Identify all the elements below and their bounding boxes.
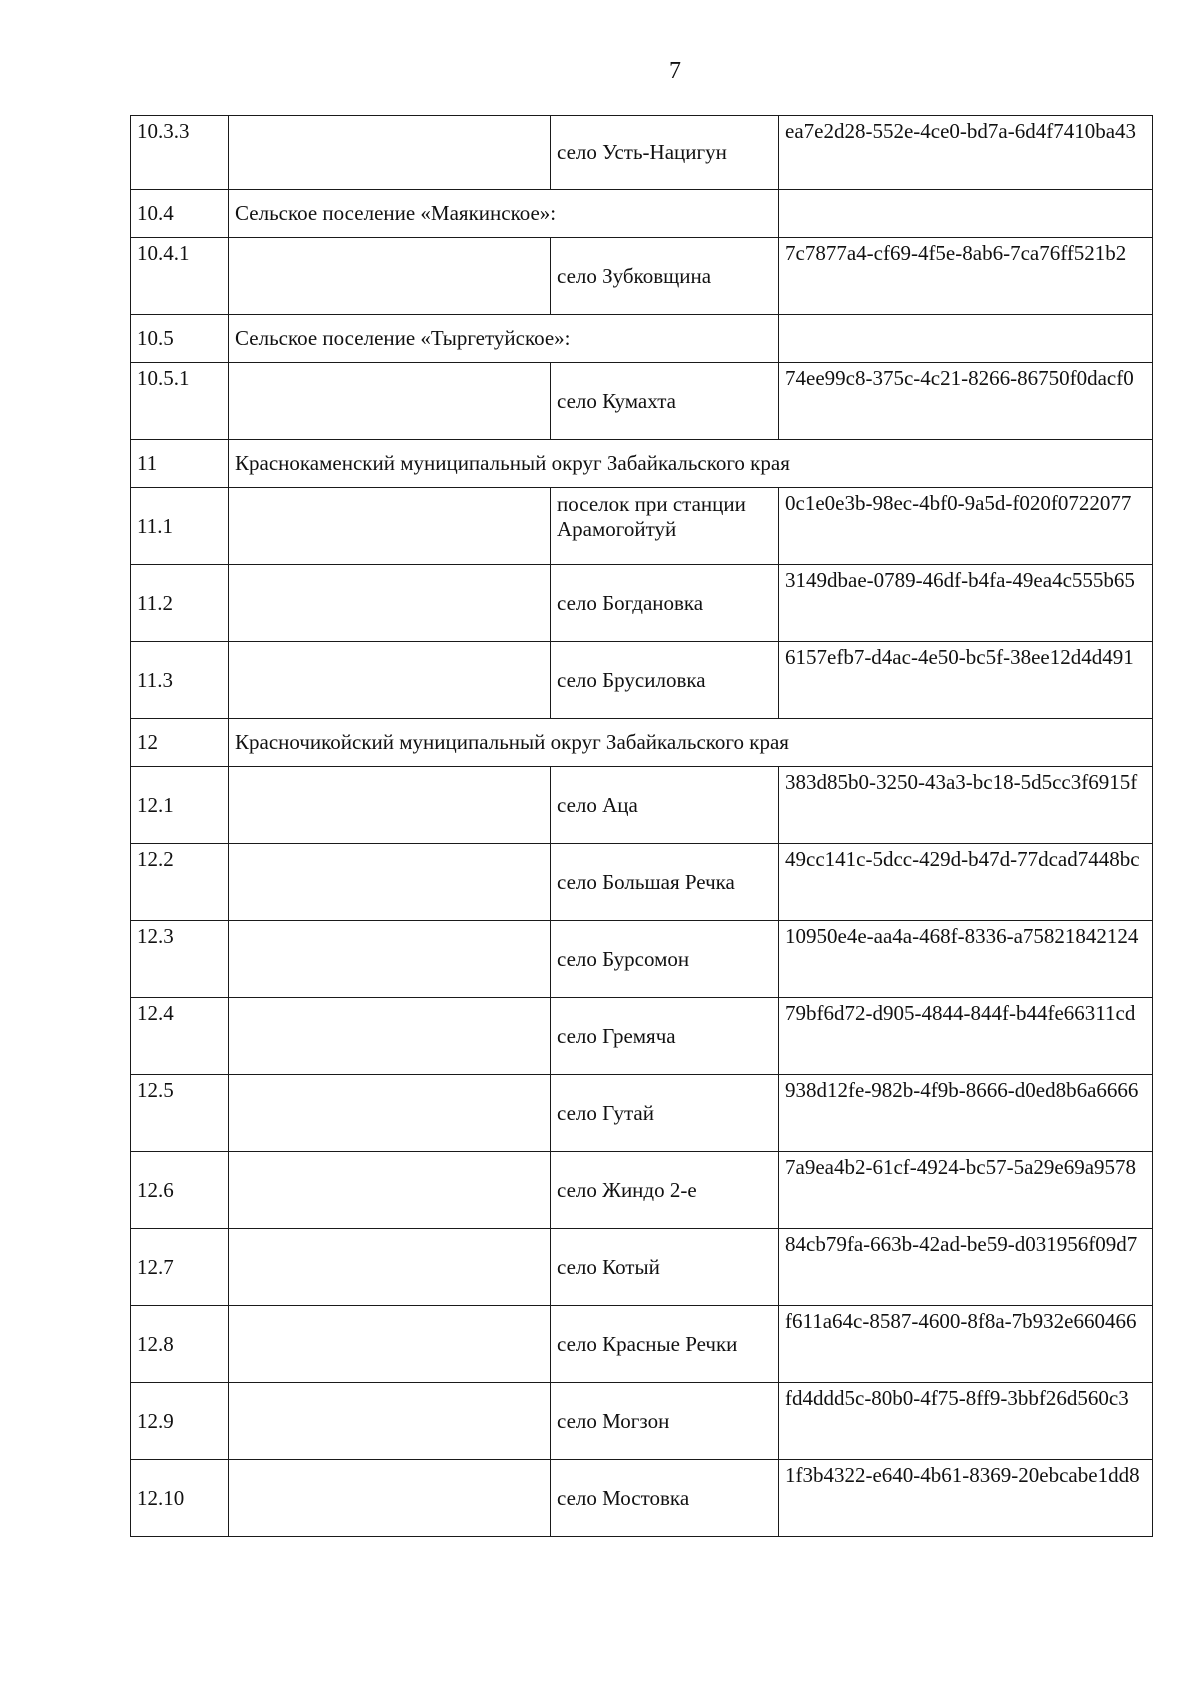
settlement-name: село Зубковщина <box>551 238 779 315</box>
table-row <box>131 719 1153 767</box>
table-row <box>131 1152 1153 1229</box>
settlement-id: fd4ddd5c-80b0-4f75-8ff9-3bbf26d560c3 <box>779 1383 1153 1460</box>
table-row <box>131 363 1153 440</box>
empty-cell <box>229 1460 551 1537</box>
settlement-name: село Аца <box>551 767 779 844</box>
empty-cell <box>229 565 551 642</box>
settlement-id: f611a64c-8587-4600-8f8a-7b932e660466 <box>779 1306 1153 1383</box>
section-title: Сельское поселение «Тыргетуйское»: <box>229 315 779 363</box>
row-number: 10.3.3 <box>131 116 229 190</box>
empty-cell <box>779 315 1153 363</box>
table-row <box>131 116 1153 190</box>
table-row <box>131 767 1153 844</box>
row-number: 11.3 <box>131 642 229 719</box>
row-number: 12.1 <box>131 767 229 844</box>
table-row <box>131 190 1153 238</box>
settlement-name: село Кумахта <box>551 363 779 440</box>
settlement-id: 383d85b0-3250-43a3-bc18-5d5cc3f6915f <box>779 767 1153 844</box>
settlement-name: село Мостовка <box>551 1460 779 1537</box>
row-number: 12.6 <box>131 1152 229 1229</box>
empty-cell <box>229 488 551 565</box>
row-number: 12.10 <box>131 1460 229 1537</box>
empty-cell <box>229 998 551 1075</box>
settlement-name: село Жиндо 2-е <box>551 1152 779 1229</box>
page-number: 7 <box>669 58 681 84</box>
table-row <box>131 921 1153 998</box>
row-number: 12.3 <box>131 921 229 998</box>
settlement-id: 0c1e0e3b-98ec-4bf0-9a5d-f020f0722077 <box>779 488 1153 565</box>
empty-cell <box>229 844 551 921</box>
row-number: 11.1 <box>131 488 229 565</box>
settlement-name: село Усть-Нацигун <box>551 116 779 190</box>
settlement-name: село Котый <box>551 1229 779 1306</box>
empty-cell <box>229 767 551 844</box>
empty-cell <box>229 1152 551 1229</box>
settlement-id: 3149dbae-0789-46df-b4fa-49ea4c555b65 <box>779 565 1153 642</box>
settlements-table <box>130 115 1153 1537</box>
settlement-id: 49cc141c-5dcc-429d-b47d-77dcad7448bc <box>779 844 1153 921</box>
district-title: Краснокаменский муниципальный округ Забайкальского края <box>229 440 1153 488</box>
table-row <box>131 844 1153 921</box>
row-number: 10.5 <box>131 315 229 363</box>
settlement-name: село Бурсомон <box>551 921 779 998</box>
settlement-name: село Богдановка <box>551 565 779 642</box>
empty-cell <box>229 642 551 719</box>
row-number: 11.2 <box>131 565 229 642</box>
empty-cell <box>229 1383 551 1460</box>
row-number: 10.4 <box>131 190 229 238</box>
settlement-name: село Брусиловка <box>551 642 779 719</box>
table-row <box>131 315 1153 363</box>
empty-cell <box>229 1075 551 1152</box>
settlement-id: 6157efb7-d4ac-4e50-bc5f-38ee12d4d491 <box>779 642 1153 719</box>
row-number: 12.8 <box>131 1306 229 1383</box>
row-number: 12.4 <box>131 998 229 1075</box>
row-number: 10.4.1 <box>131 238 229 315</box>
row-number: 12.5 <box>131 1075 229 1152</box>
table-row <box>131 440 1153 488</box>
empty-cell <box>229 116 551 190</box>
empty-cell <box>229 238 551 315</box>
settlement-name: село Могзон <box>551 1383 779 1460</box>
empty-cell <box>229 1306 551 1383</box>
settlement-name: поселок при станции Арамогойтуй <box>551 488 779 565</box>
settlement-id: 7c7877a4-cf69-4f5e-8ab6-7ca76ff521b2 <box>779 238 1153 315</box>
district-title: Красночикойский муниципальный округ Забайкальского края <box>229 719 1153 767</box>
settlement-name: село Гутай <box>551 1075 779 1152</box>
row-number: 11 <box>131 440 229 488</box>
empty-cell <box>229 921 551 998</box>
settlement-name: село Большая Речка <box>551 844 779 921</box>
table-row <box>131 238 1153 315</box>
table-row <box>131 642 1153 719</box>
settlement-id: 938d12fe-982b-4f9b-8666-d0ed8b6a6666 <box>779 1075 1153 1152</box>
settlement-id: ea7e2d28-552e-4ce0-bd7a-6d4f7410ba43 <box>779 116 1153 190</box>
settlement-id: 1f3b4322-e640-4b61-8369-20ebcabe1dd8 <box>779 1460 1153 1537</box>
settlement-id: 10950e4e-aa4a-468f-8336-a75821842124 <box>779 921 1153 998</box>
table-row <box>131 488 1153 565</box>
table-row <box>131 998 1153 1075</box>
section-title: Сельское поселение «Маякинское»: <box>229 190 779 238</box>
empty-cell <box>229 1229 551 1306</box>
table-row <box>131 1306 1153 1383</box>
empty-cell <box>229 363 551 440</box>
settlement-id: 79bf6d72-d905-4844-844f-b44fe66311cd <box>779 998 1153 1075</box>
table-row <box>131 1075 1153 1152</box>
empty-cell <box>779 190 1153 238</box>
table-row <box>131 565 1153 642</box>
settlement-name: село Красные Речки <box>551 1306 779 1383</box>
settlement-name: село Гремяча <box>551 998 779 1075</box>
settlement-id: 84cb79fa-663b-42ad-be59-d031956f09d7 <box>779 1229 1153 1306</box>
row-number: 12.7 <box>131 1229 229 1306</box>
settlement-id: 7a9ea4b2-61cf-4924-bc57-5a29e69a9578 <box>779 1152 1153 1229</box>
row-number: 12 <box>131 719 229 767</box>
row-number: 12.2 <box>131 844 229 921</box>
table-row <box>131 1229 1153 1306</box>
table-row <box>131 1460 1153 1537</box>
row-number: 10.5.1 <box>131 363 229 440</box>
row-number: 12.9 <box>131 1383 229 1460</box>
settlement-id: 74ee99c8-375c-4c21-8266-86750f0dacf0 <box>779 363 1153 440</box>
table-row <box>131 1383 1153 1460</box>
